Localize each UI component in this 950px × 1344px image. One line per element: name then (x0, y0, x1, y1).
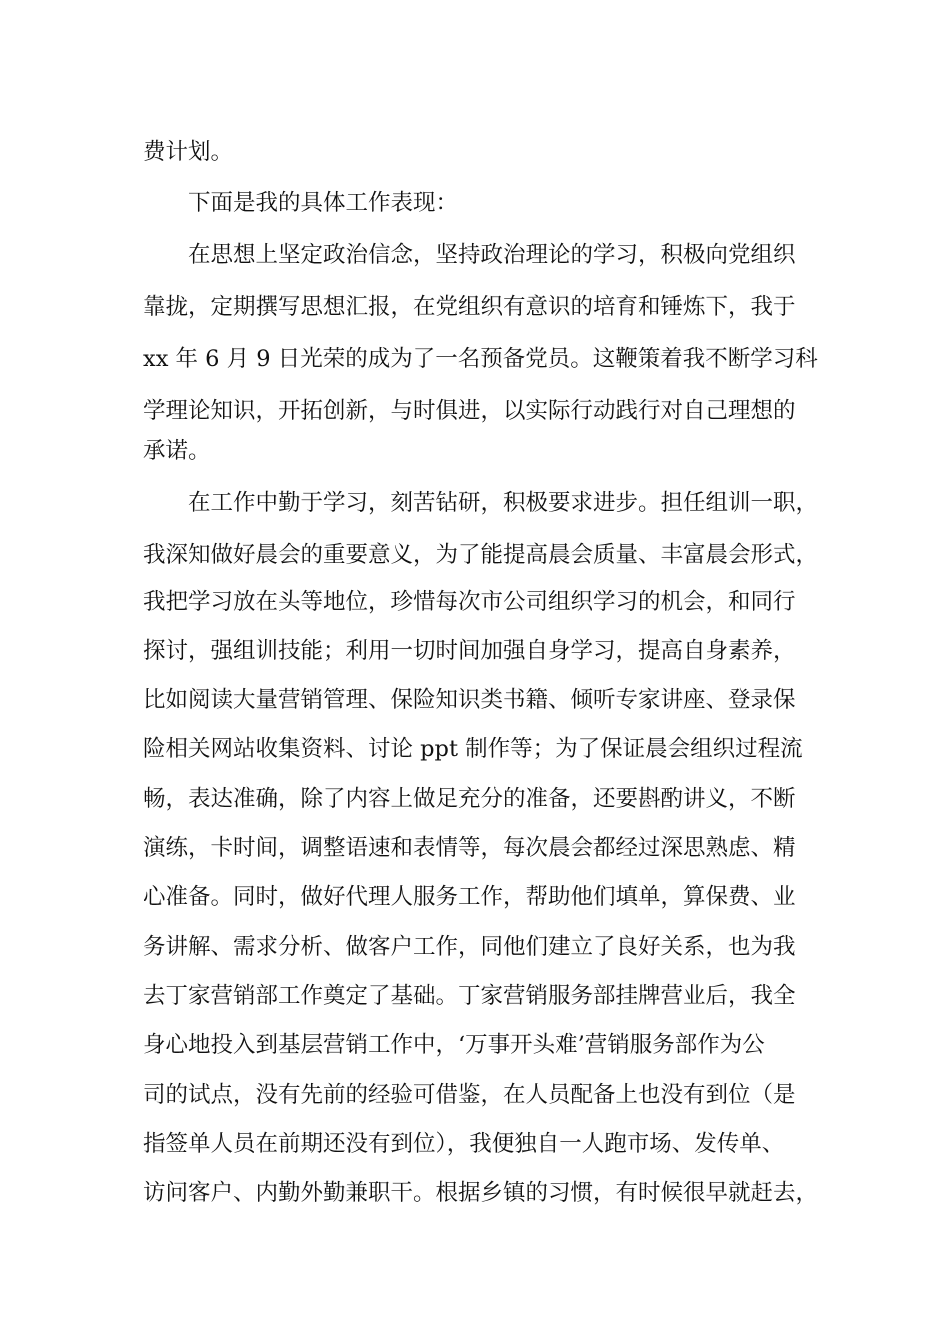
text-line: 学理论知识，开拓创新，与时俱进，以实际行动践行对自己理想的 (143, 398, 796, 424)
text-line: 演练，卡时间，调整语速和表情等，每次晨会都经过深思熟虑、精 (143, 835, 796, 861)
text-line: xx 年 6 月 9 日光荣的成为了一名预备党员。这鞭策着我不断学习科 (143, 346, 818, 372)
paragraph-first-line: 在工作中勤于学习，刻苦钻研，积极要求进步。担任组训一职， (188, 490, 819, 516)
text-line: 费计划。 (143, 139, 234, 165)
text-line: 指签单人员在前期还没有到位），我便独自一人跑市场、发传单、 (143, 1131, 785, 1157)
text-line: 承诺。 (143, 438, 211, 464)
text-line: 靠拢，定期撰写思想汇报，在党组织有意识的培育和锤炼下，我于 (143, 294, 796, 320)
text-line: 畅，表达准确，除了内容上做足充分的准备，还要斟酌讲义，不断 (143, 786, 796, 812)
text-line: 险相关网站收集资料、讨论 ppt 制作等；为了保证晨会组织过程流 (143, 736, 803, 762)
paragraph-first-line: 下面是我的具体工作表现： (188, 190, 459, 216)
paragraph-first-line: 在思想上坚定政治信念，坚持政治理论的学习，积极向党组织 (188, 242, 796, 268)
text-line: 比如阅读大量营销管理、保险知识类书籍、倾听专家讲座、登录保 (143, 687, 796, 713)
text-line: 探讨，强组训技能；利用一切时间加强自身学习，提高自身素养， (143, 638, 796, 664)
text-line: 务讲解、需求分析、做客户工作，同他们建立了良好关系，也为我 (143, 934, 796, 960)
text-line: 我深知做好晨会的重要意义，为了能提高晨会质量、丰富晨会形式， (143, 542, 819, 568)
text-line: 心准备。同时，做好代理人服务工作，帮助他们填单，算保费、业 (143, 884, 796, 910)
text-line: 司的试点，没有先前的经验可借鉴，在人员配备上也没有到位（是 (143, 1082, 796, 1108)
text-line: 访问客户、内勤外勤兼职干。根据乡镇的习惯，有时候很早就赶去， (143, 1180, 819, 1206)
text-line: 身心地投入到基层营销工作中，‘万事开头难’营销服务部作为公 (143, 1032, 765, 1058)
text-line: 我把学习放在头等地位，珍惜每次市公司组织学习的机会，和同行 (143, 589, 796, 615)
text-line: 去丁家营销部工作奠定了基础。丁家营销服务部挂牌营业后，我全 (143, 983, 796, 1009)
